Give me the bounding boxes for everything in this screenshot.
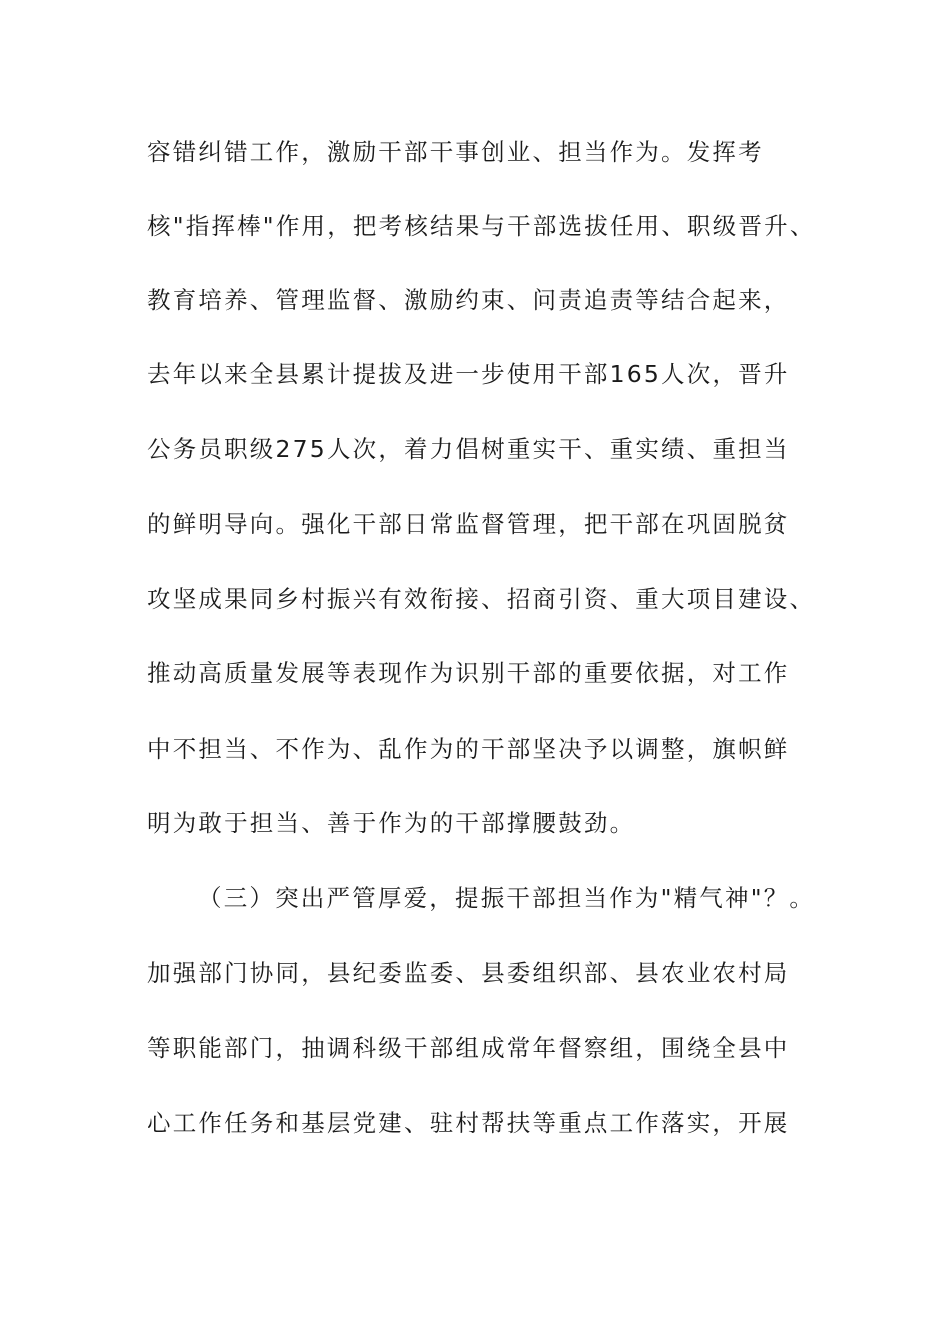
text-line: 等职能部门，抽调科级干部组成常年督察组，围绕全县中 — [147, 1034, 790, 1062]
text-line: 推动高质量发展等表现作为识别干部的重要依据，对工作 — [147, 659, 790, 687]
text-line: 核"指挥棒"作用，把考核结果与干部选拔任用、职级晋升、 — [147, 212, 816, 240]
text-line: 公务员职级275人次，着力倡树重实干、重实绩、重担当 — [147, 435, 790, 463]
text-line: 明为敢于担当、善于作为的干部撑腰鼓劲。 — [147, 809, 636, 837]
text-line: 容错纠错工作，激励干部干事创业、担当作为。发挥考 — [147, 138, 764, 166]
text-line: 中不担当、不作为、乱作为的干部坚决予以调整，旗帜鲜 — [147, 735, 790, 763]
text-line: 去年以来全县累计提拔及进一步使用干部165人次，晋升 — [147, 360, 790, 388]
text-line: 心工作任务和基层党建、驻村帮扶等重点工作落实，开展 — [147, 1109, 790, 1137]
text-line: 加强部门协同，县纪委监委、县委组织部、县农业农村局 — [147, 959, 790, 987]
text-line: 的鲜明导向。强化干部日常监督管理，把干部在巩固脱贫 — [147, 510, 790, 538]
text-line: 教育培养、管理监督、激励约束、问责追责等结合起来， — [147, 286, 790, 314]
text-line: 攻坚成果同乡村振兴有效衔接、招商引资、重大项目建设、 — [147, 585, 816, 613]
section-heading: （三）突出严管厚爱，提振干部担当作为"精气神"？。 — [198, 884, 816, 912]
